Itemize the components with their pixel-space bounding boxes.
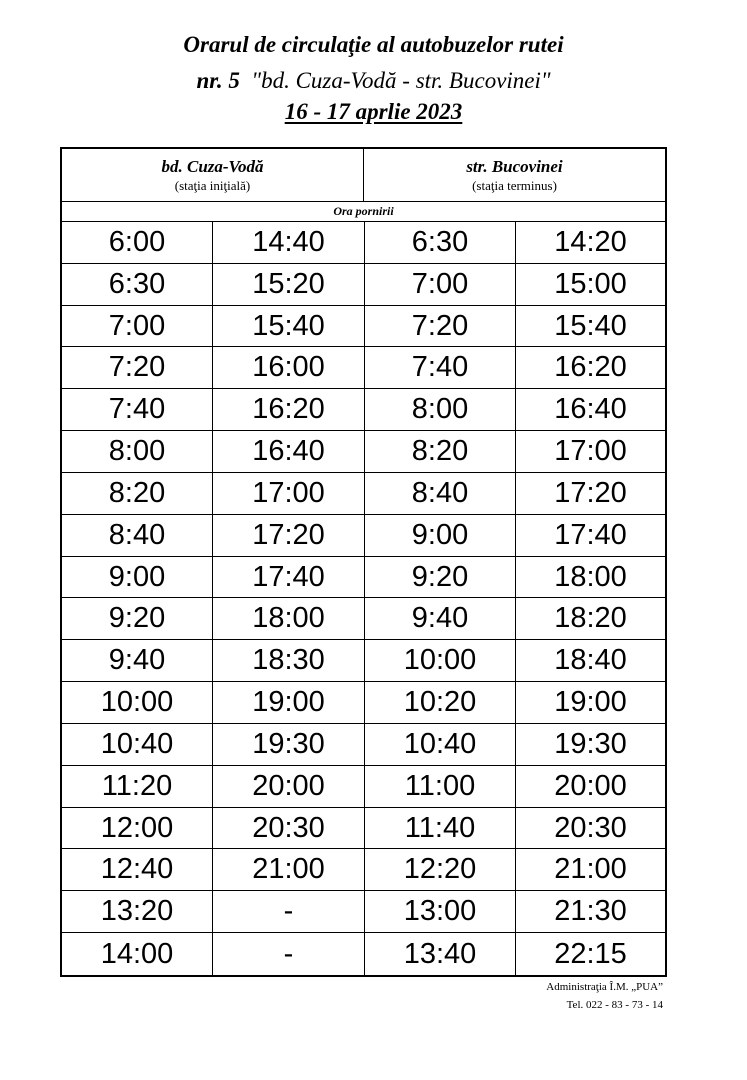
time-cell: 16:40 xyxy=(516,389,665,431)
schedule-dates: 16 - 17 aprlie 2023 xyxy=(284,99,463,124)
departure-time-label: Ora pornirii xyxy=(62,201,665,222)
timetable xyxy=(60,147,667,977)
departure-times-grid xyxy=(62,222,665,975)
time-cell: 10:20 xyxy=(365,682,516,724)
header-end-station xyxy=(364,149,665,201)
time-cell: 16:20 xyxy=(516,347,665,389)
time-cell: 6:30 xyxy=(62,264,213,306)
time-cell: 16:40 xyxy=(213,431,365,473)
time-cell: 9:00 xyxy=(365,515,516,557)
time-cell: 19:00 xyxy=(213,682,365,724)
time-cell: 8:00 xyxy=(365,389,516,431)
time-cell: 19:30 xyxy=(516,724,665,766)
time-cell: 15:00 xyxy=(516,264,665,306)
time-cell: 9:20 xyxy=(62,598,213,640)
end-station-name: str. Bucovinei xyxy=(466,157,563,176)
time-cell: 18:40 xyxy=(516,640,665,682)
time-cell: 20:30 xyxy=(516,808,665,850)
time-cell: 19:30 xyxy=(213,724,365,766)
time-cell: 22:15 xyxy=(554,937,627,970)
start-station-name: bd. Cuza-Vodă xyxy=(161,157,264,176)
time-cell: 13:00 xyxy=(365,891,516,933)
time-cell: 12:20 xyxy=(365,849,516,891)
time-cell: 8:40 xyxy=(365,473,516,515)
time-cell: 20:00 xyxy=(213,766,365,808)
time-cell: - xyxy=(213,933,365,975)
time-cell: 18:30 xyxy=(213,640,365,682)
time-cell: 20:00 xyxy=(516,766,665,808)
time-cell: 17:40 xyxy=(213,557,365,599)
time-cell: 16:00 xyxy=(213,347,365,389)
time-cell: 16:20 xyxy=(213,389,365,431)
time-cell: 18:00 xyxy=(516,557,665,599)
time-cell: 17:00 xyxy=(516,431,665,473)
time-cell: 10:40 xyxy=(365,724,516,766)
time-cell: 7:00 xyxy=(62,306,213,348)
time-cell: 15:40 xyxy=(516,306,665,348)
time-cell: 14:40 xyxy=(213,222,365,264)
time-cell: 14:20 xyxy=(516,222,665,264)
time-cell: 13:40 xyxy=(365,933,516,975)
time-cell: 21:00 xyxy=(213,849,365,891)
route-number: nr. 5 xyxy=(196,68,240,93)
time-cell: 14:00 xyxy=(62,933,213,975)
phone-number: Tel. 022 - 83 - 73 - 14 xyxy=(566,999,663,1011)
time-cell: 8:20 xyxy=(365,431,516,473)
time-cell: 10:40 xyxy=(62,724,213,766)
time-cell: 6:30 xyxy=(365,222,516,264)
time-cell: 18:00 xyxy=(213,598,365,640)
time-cell: 11:00 xyxy=(365,766,516,808)
time-cell: - xyxy=(213,891,365,933)
time-cell: 9:20 xyxy=(365,557,516,599)
time-cell: 19:00 xyxy=(516,682,665,724)
time-cell: 17:20 xyxy=(213,515,365,557)
time-cell: 12:00 xyxy=(62,808,213,850)
time-cell: 21:00 xyxy=(516,849,665,891)
time-cell: 21:30 xyxy=(516,891,665,933)
administration-note: Administraţia Î.M. „PUA” xyxy=(546,981,663,993)
time-cell: 7:40 xyxy=(365,347,516,389)
time-cell: 9:40 xyxy=(365,598,516,640)
time-cell: 15:40 xyxy=(213,306,365,348)
time-cell: 12:40 xyxy=(62,849,213,891)
schedule-title: Orarul de circulaţie al autobuzelor rutei xyxy=(183,32,564,57)
time-cell: 15:20 xyxy=(213,264,365,306)
time-cell: 11:20 xyxy=(62,766,213,808)
start-station-note: (staţia iniţială) xyxy=(174,178,251,193)
route-name: "bd. Cuza-Vodă - str. Bucovinei" xyxy=(251,68,551,93)
end-station-note: (staţia terminus) xyxy=(472,178,557,193)
time-cell: 8:40 xyxy=(62,515,213,557)
time-cell: 17:40 xyxy=(516,515,665,557)
header-start-station xyxy=(62,149,364,201)
time-cell: 17:20 xyxy=(516,473,665,515)
time-cell: 13:20 xyxy=(62,891,213,933)
time-cell: 17:00 xyxy=(213,473,365,515)
time-cell: 7:40 xyxy=(62,389,213,431)
time-cell: 9:00 xyxy=(62,557,213,599)
time-cell: 10:00 xyxy=(62,682,213,724)
time-cell: 7:20 xyxy=(62,347,213,389)
time-cell: 8:20 xyxy=(62,473,213,515)
time-cell: 7:20 xyxy=(365,306,516,348)
time-cell: 8:00 xyxy=(62,431,213,473)
time-cell: 10:00 xyxy=(365,640,516,682)
time-cell: 20:30 xyxy=(213,808,365,850)
time-cell: 18:20 xyxy=(516,598,665,640)
route-title xyxy=(0,66,747,96)
time-cell: 6:00 xyxy=(62,222,213,264)
time-cell: 9:40 xyxy=(62,640,213,682)
time-cell: 11:40 xyxy=(365,808,516,850)
time-cell: 7:00 xyxy=(365,264,516,306)
